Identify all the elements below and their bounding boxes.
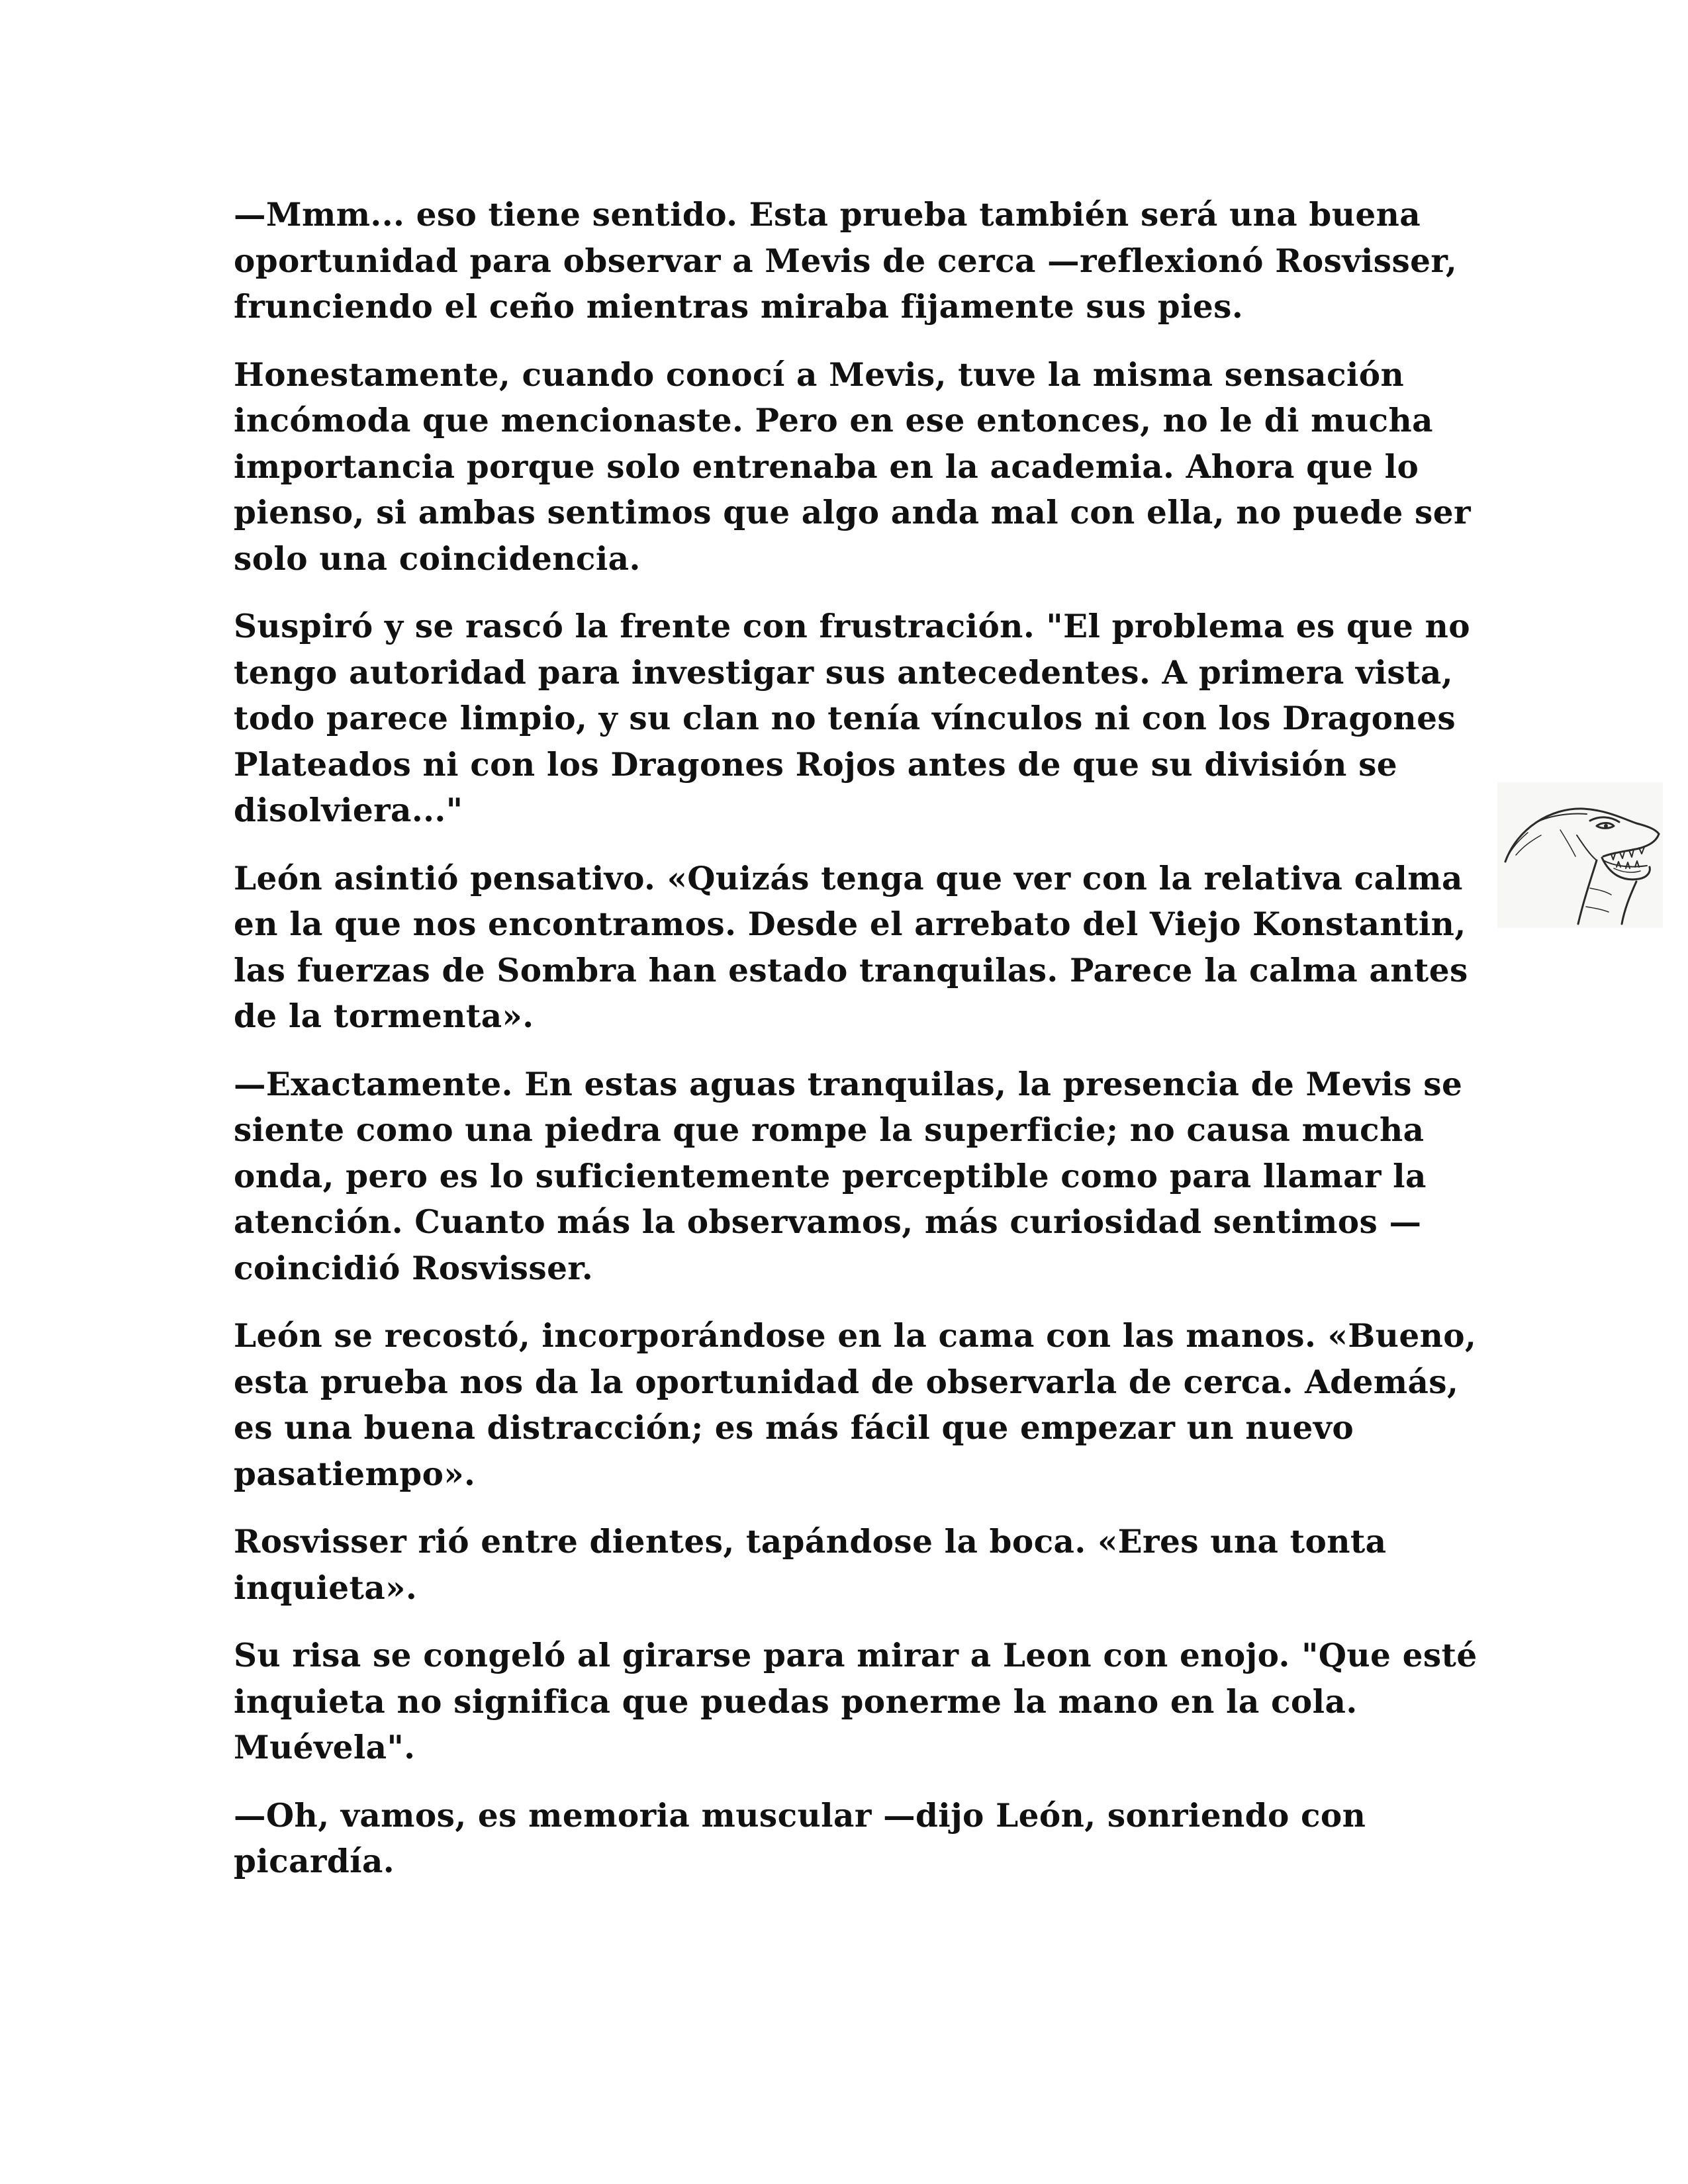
paragraph-1: —Mmm... eso tiene sentido. Esta prueba también será una buena oportunidad para observar a Mevis de cerca —reflexionó Rosvisser, frunciendo el ceño mientras miraba fijamente sus pies. [234,196,1458,326]
paragraph-7: Rosvisser rió entre dientes, tapándose la boca. «Eres una tonta inquieta». [234,1523,1387,1607]
paragraph-4: León asintió pensativo. «Quizás tenga que ver con la relativa calma en la que nos encontramos. Desde el arrebato del Viejo Konstantin, las fuerzas de Sombra han estado tranquilas. Parece la calma antes de la tormenta». [234,859,1468,1035]
paragraph-2: Honestamente, cuando conocí a Mevis, tuve la misma sensación incómoda que mencionaste. Pero en ese entonces, no le di mucha importancia porque solo entrenaba en la academia. Ahora que lo pienso, si ambas sentimos que algo anda mal con ella, no puede ser solo una coincidencia. [234,355,1471,578]
paragraph-6: León se recostó, incorporándose en la cama con las manos. «Bueno, esta prueba nos da la oportunidad de observarla de cerca. Además, es una buena distracción; es más fácil que empezar un nuevo pasatiempo». [234,1317,1477,1493]
paragraph-3: Suspiró y se rascó la frente con frustración. "El problema es que no tengo autoridad para investigar sus antecedentes. A primera vista, todo parece limpio, y su clan no tenía vínculos ni con los Dragones Plateados ni con los Dragones Rojos antes de que su división se disolviera..." [234,608,1470,829]
paragraph-8: Su risa se congeló al girarse para mirar a Leon con enojo. "Que esté inquieta no significa que puedas ponerme la mano en la cola. Muévela". [234,1637,1477,1766]
body-text [234,192,1478,1907]
paragraph-9: —Oh, vamos, es memoria muscular —dijo León, sonriendo con picardía. [234,1796,1366,1880]
dinosaur-sketch-icon [1497,782,1663,928]
paragraph-5: —Exactamente. En estas aguas tranquilas, la presencia de Mevis se siente como una piedra que rompe la superficie; no causa mucha onda, pero es lo suficientemente perceptible como para llamar la atención. Cuanto más la observamos, más curiosidad sentimos —coincidió Rosvisser. [234,1065,1463,1287]
